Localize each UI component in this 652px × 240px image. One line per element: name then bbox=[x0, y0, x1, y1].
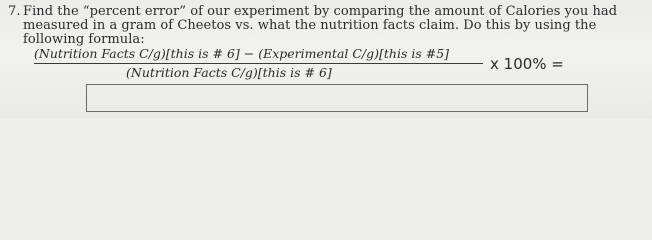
question-text-line-3: following formula: bbox=[23, 32, 145, 47]
question-text-line-2: measured in a gram of Cheetos vs. what the nutrition facts claim. Do this by using the bbox=[23, 18, 597, 33]
formula-multiplier: x 100% = bbox=[490, 55, 564, 73]
answer-box[interactable] bbox=[86, 84, 588, 112]
formula-denominator: (Nutrition Facts C/g)[this is # 6] bbox=[126, 65, 332, 80]
worksheet-page bbox=[0, 0, 652, 119]
formula-numerator: (Nutrition Facts C/g)[this is # 6] − (Experimental C/g)[this is #5] bbox=[34, 46, 450, 61]
question-text-line-1: Find the “percent error” of our experiment by comparing the amount of Calories you had bbox=[23, 4, 618, 19]
question-number: 7. bbox=[8, 4, 21, 19]
